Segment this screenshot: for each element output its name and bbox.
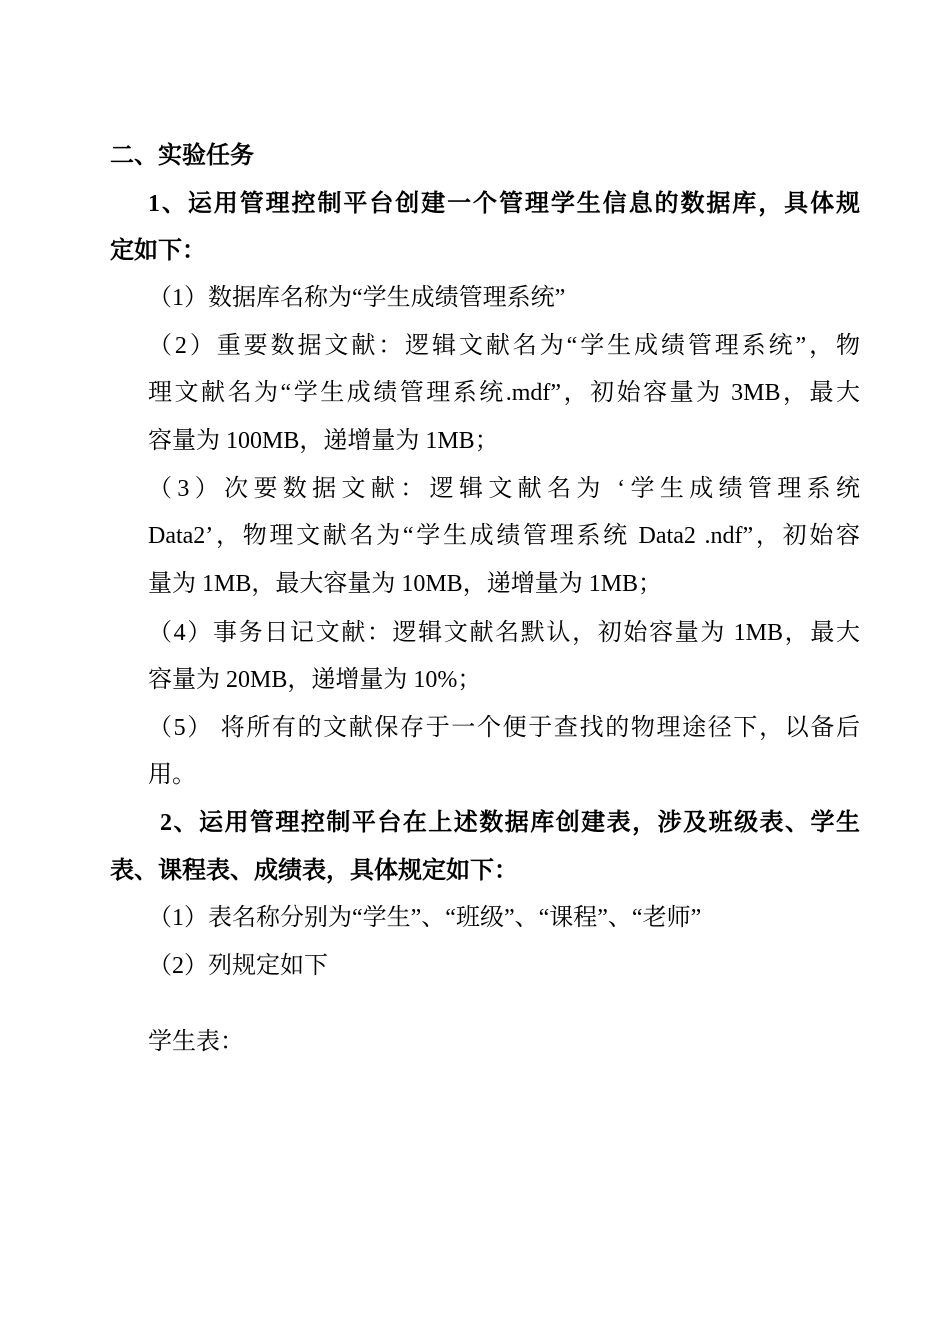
- task1-item3-line3: 量为 1MB，最大容量为 10MB，递增量为 1MB；: [148, 571, 663, 597]
- task2-heading-line2: 表、课程表、成绩表，具体规定如下：: [110, 858, 518, 884]
- task2-heading-line1: 2、运用管理控制平台在上述数据库创建表，涉及班级表、学生: [160, 810, 860, 836]
- task2-item1: （1）表名称分别为“学生”、“班级”、“课程”、“老师”: [148, 905, 702, 931]
- task1-item1: （1）数据库名称为“学生成绩管理系统”: [148, 285, 566, 311]
- section-heading: 二、实验任务: [110, 143, 254, 169]
- task1-heading-line1: 1、运用管理控制平台创建一个管理学生信息的数据库，具体规: [148, 191, 860, 217]
- task1-item2-line1: （2）重要数据文献：逻辑文献名为“学生成绩管理系统”，物: [148, 333, 860, 359]
- task1-item3-line1: （3）次要数据文献：逻辑文献名为 ‘学生成绩管理系统: [148, 476, 860, 502]
- task1-item2-line3: 容量为 100MB，递增量为 1MB；: [148, 428, 499, 454]
- task1-item2-line2: 理文献名为“学生成绩管理系统.mdf”，初始容量为 3MB，最大: [148, 380, 860, 406]
- task1-heading-line2: 定如下：: [110, 238, 206, 264]
- task1-item5-line2: 用。: [148, 762, 196, 788]
- task1-item4-line2: 容量为 20MB，递增量为 10%；: [148, 667, 482, 693]
- student-table-label: 学生表：: [148, 1029, 244, 1055]
- task1-item5-line1: （5） 将所有的文献保存于一个便于查找的物理途径下，以备后: [148, 715, 860, 741]
- task1-item3-line2: Data2’，物理文献名为“学生成绩管理系统 Data2 .ndf”，初始容: [148, 523, 860, 549]
- task1-item4-line1: （4）事务日记文献：逻辑文献名默认，初始容量为 1MB，最大: [148, 620, 860, 646]
- task2-item2: （2）列规定如下: [148, 953, 328, 979]
